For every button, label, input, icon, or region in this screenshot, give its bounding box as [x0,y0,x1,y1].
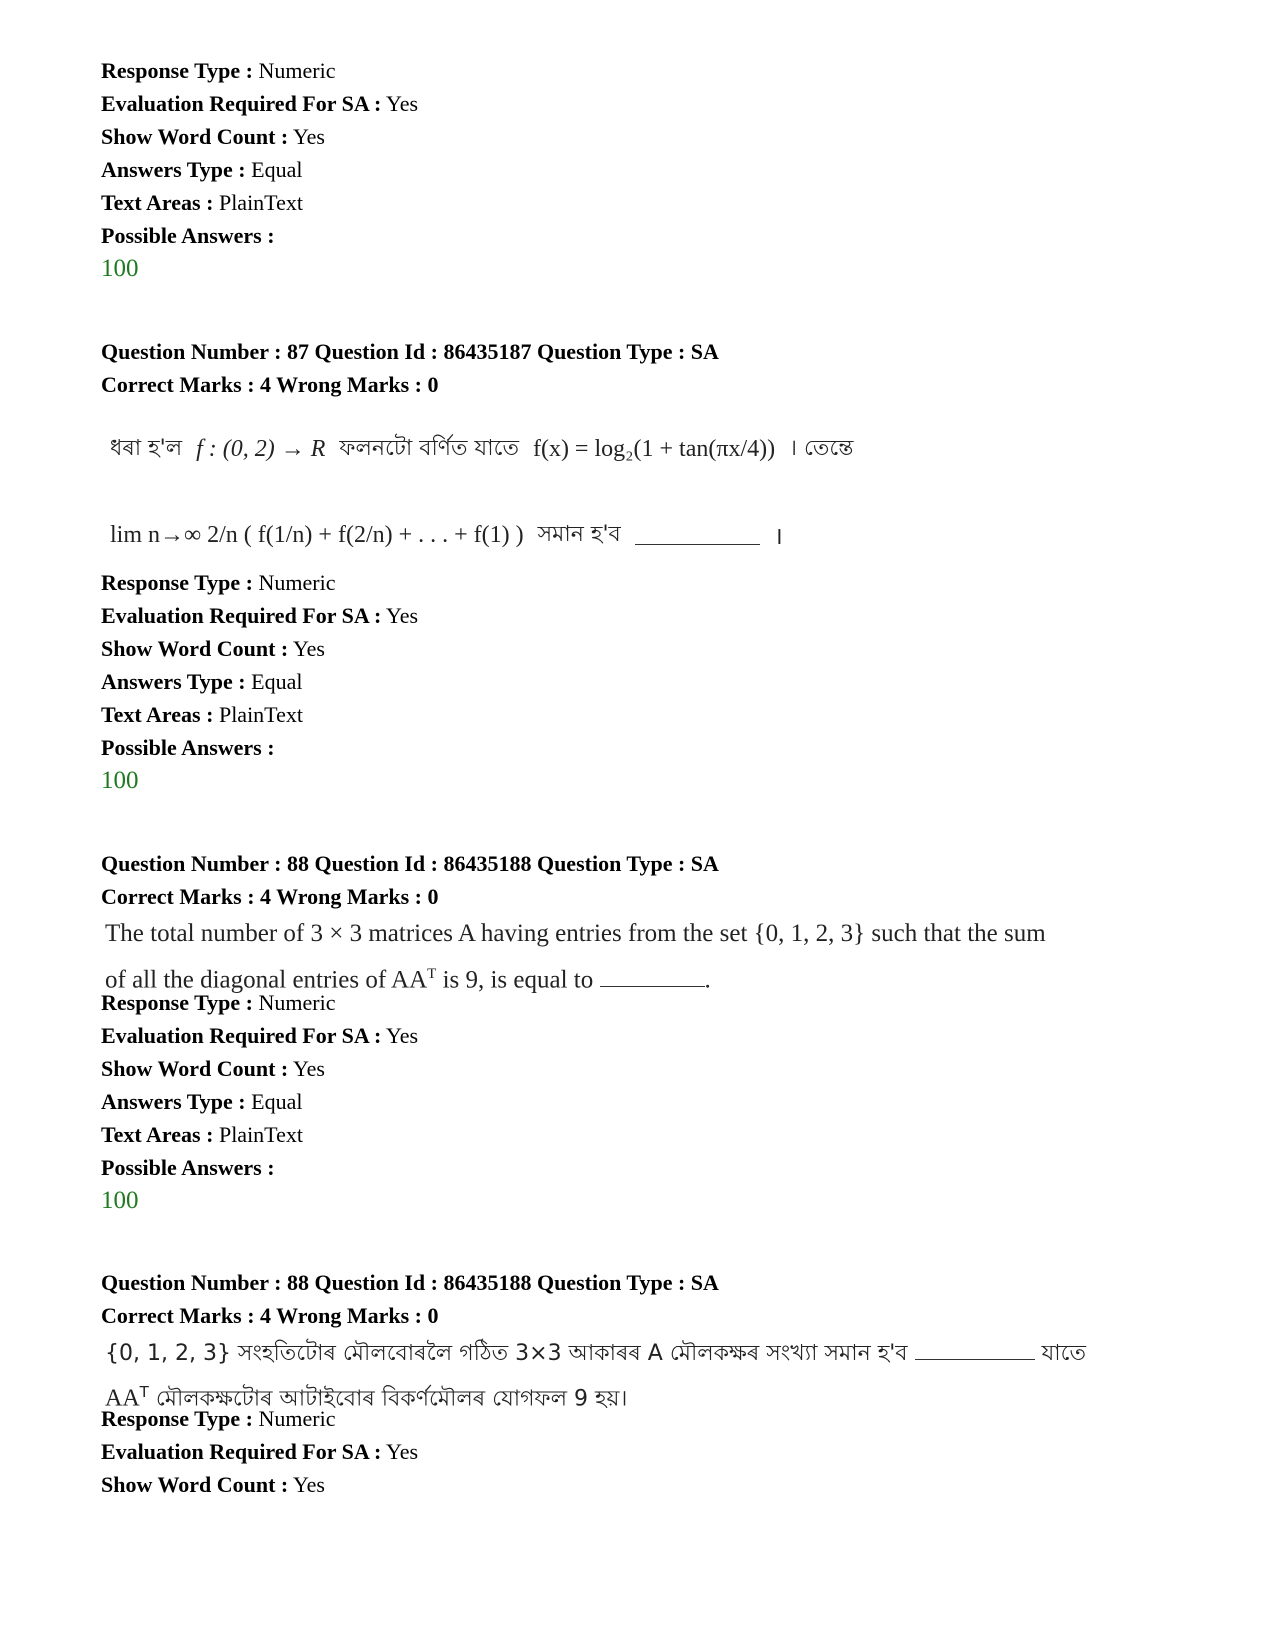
evaluation-required-value: Yes [386,603,419,628]
evaluation-required-value: Yes [386,1023,419,1048]
response-type-row: Response Type : Numeric [101,570,336,595]
evaluation-required-row: Evaluation Required For SA : Yes [101,1439,419,1464]
question-text-line: $AA^T$ মৌলকক্ষটোৰ আটাইবোৰ বিকৰ্ণমৌলৰ যোগফল 9 হয়। [105,1383,628,1412]
show-word-count-value: Yes [292,636,325,661]
response-type-row: Response Type : Numeric [101,1406,336,1431]
show-word-count-row: Show Word Count : Yes [101,124,325,149]
question-title: Question Number : 88 Question Id : 86435188 Question Type : SA [101,851,719,876]
response-type-value: Numeric [258,990,336,1015]
possible-answers-row: Possible Answers : [101,223,275,248]
show-word-count-row: Show Word Count : Yes [101,636,325,661]
question-meta-block [101,54,418,286]
response-type-row: Response Type : Numeric [101,990,336,1015]
answer-blank [915,1341,1035,1360]
question-meta-block [101,1402,418,1501]
show-word-count-value: Yes [292,124,325,149]
show-word-count-row: Show Word Count : Yes [101,1056,325,1081]
question-text [105,1335,1086,1411]
show-word-count-row: Show Word Count : Yes [101,1472,325,1497]
response-type-row: Response Type : Numeric [101,58,336,83]
possible-answers-row: Possible Answers : [101,735,275,760]
question-title: Question Number : 87 Question Id : 86435187 Question Type : SA [101,339,719,364]
question-title: Question Number : 88 Question Id : 86435188 Question Type : SA [101,1270,719,1295]
answers-type-row: Answers Type : Equal [101,157,303,182]
show-word-count-value: Yes [292,1472,325,1497]
evaluation-required-row: Evaluation Required For SA : Yes [101,603,419,628]
answer-blank [635,526,760,545]
question-header [101,847,719,913]
question-text-line: lim n→∞ 2/n ( f(1/n) + f(2/n) + . . . + f(1) ) সমান হ'ব । [110,521,783,550]
answers-type-row: Answers Type : Equal [101,669,303,694]
answers-type-row: Answers Type : Equal [101,1089,303,1114]
response-type-value: Numeric [258,570,336,595]
evaluation-required-value: Yes [386,91,419,116]
evaluation-required-row: Evaluation Required For SA : Yes [101,91,419,116]
text-areas-row: Text Areas : PlainText [101,190,303,215]
response-type-value: Numeric [258,1406,336,1431]
question-meta-block [101,986,418,1218]
possible-answers-row: Possible Answers : [101,1155,275,1180]
answers-type-value: Equal [251,669,303,694]
question-text-line: of all the diagonal entries of $AA^T$ is 9, is equal to . [105,966,711,994]
question-marks: Correct Marks : 4 Wrong Marks : 0 [101,1303,439,1328]
question-header [101,335,719,401]
possible-answer-value: 100 [101,255,139,282]
question-text [110,418,1170,570]
question-header [101,1266,719,1332]
text-areas-row: Text Areas : PlainText [101,1122,303,1147]
text-areas-value: PlainText [218,190,303,215]
possible-answer-value: 100 [101,767,139,794]
text-areas-value: PlainText [218,702,303,727]
answers-type-value: Equal [251,1089,303,1114]
question-text-line: {0, 1, 2, 3} সংহতিটোৰ মৌলবোৰলৈ গঠিত 3×3 আকাৰৰ A মৌলকক্ষৰ সংখ্যা সমান হ'ব যাতে [105,1341,1086,1366]
response-type-value: Numeric [258,58,336,83]
text-areas-row: Text Areas : PlainText [101,702,303,727]
question-meta-block [101,566,418,798]
possible-answer-value: 100 [101,1187,139,1214]
answers-type-value: Equal [251,157,303,182]
question-text-line: ধৰা হ'ল f : (0, 2) → R ফলনটো বৰ্ণিত যাতে f(x) = log₂(1 + tan(πx/4)) । তেন্তে [110,435,854,462]
question-text-line: The total number of 3 × 3 matrices A having entries from the set {0, 1, 2, 3} such that the sum [105,920,1046,947]
question-marks: Correct Marks : 4 Wrong Marks : 0 [101,884,439,909]
evaluation-required-row: Evaluation Required For SA : Yes [101,1023,419,1048]
text-areas-value: PlainText [218,1122,303,1147]
answer-blank [600,968,705,987]
evaluation-required-value: Yes [386,1439,419,1464]
show-word-count-value: Yes [292,1056,325,1081]
question-marks: Correct Marks : 4 Wrong Marks : 0 [101,372,439,397]
